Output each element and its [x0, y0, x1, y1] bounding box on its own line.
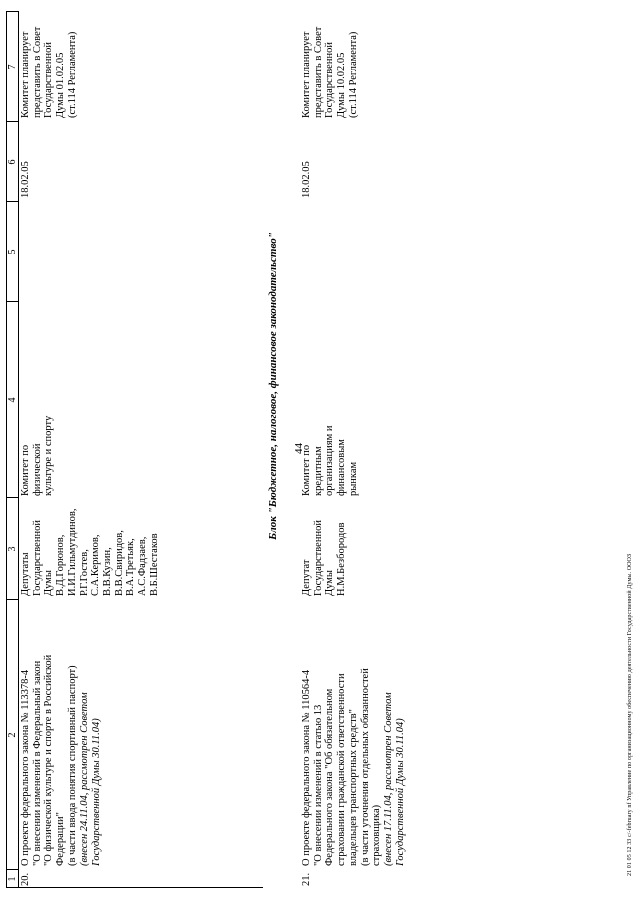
- row-20-note: (внесен 24.11.04, рассмотрен Советом Государственной Думы 30.11.04): [79, 692, 102, 866]
- row-20-committee: Комитет по физической культуре и спорту: [20, 415, 55, 496]
- row-20-number: 20.: [20, 872, 31, 886]
- header-col-3: 3: [7, 546, 18, 552]
- header-col-4: 4: [7, 397, 18, 403]
- block-title: Блок "Бюджетное, налоговое, финансовое законодательство": [267, 232, 279, 540]
- row-21-date: 18.02.05: [301, 161, 312, 198]
- page-number: 44: [293, 443, 305, 454]
- row-20-initiators: Депутаты Государственной Думы В.Д.Горюнов, И.И.Гильмутдинов, Р.Г.Гостев, С.А.Керимов, В.В.Кузин, В.В.Свиридов, В.А.Третьяк, А.С.Фадзаев, В.Б.Шестаков: [20, 508, 160, 596]
- page-footer: 21 01 05 12 33 c/-february nf Управление по организационному обеспечению деятельности Государственной Думы. ОООЗ: [627, 553, 633, 876]
- row-20-title: О проекте федерального закона № 113378-4 "О внесении изменений в Федеральный закон "О физической культуре и спорте в Российской Федерации" (в части ввода понятия спортивный паспорт): [20, 654, 78, 866]
- table-left-border: [6, 887, 263, 888]
- row-21-plan: Комитет планирует представить в Совет Государственной Думы 10.02.05 (ст.114 Регламента): [301, 26, 359, 118]
- row-21-committee: Комитет по кредитным организациям и финансовым рынкам: [301, 425, 359, 496]
- row-21-number: 21.: [301, 872, 312, 886]
- row-21-initiators: Депутат Государственной Думы Н.М.Безбородов: [301, 520, 348, 596]
- row-21-note: (внесен 17.11.04, рассмотрен Советом Государственной Думы 30.11.04): [383, 692, 406, 866]
- header-col-2: 2: [7, 732, 18, 738]
- header-col-7: 7: [7, 64, 18, 70]
- row-21-title: О проекте федерального закона № 110564-4 "О внесении изменений в статью 13 Федерального закона "Об обязательном страховании гражданской ответственности владельцев транспортных средств" (в части уточнения отдельных обязанностей страховщика): [301, 668, 383, 866]
- header-col-5: 5: [7, 249, 18, 255]
- row-20-date: 18.02.05: [20, 161, 31, 198]
- header-col-1: 1: [7, 876, 18, 882]
- row-20-plan: Комитет планирует представить в Совет Государственной Думы 01.02.05 (ст.114 Регламента): [20, 26, 78, 118]
- header-bottom-border: [18, 12, 19, 888]
- header-col-6: 6: [7, 159, 18, 165]
